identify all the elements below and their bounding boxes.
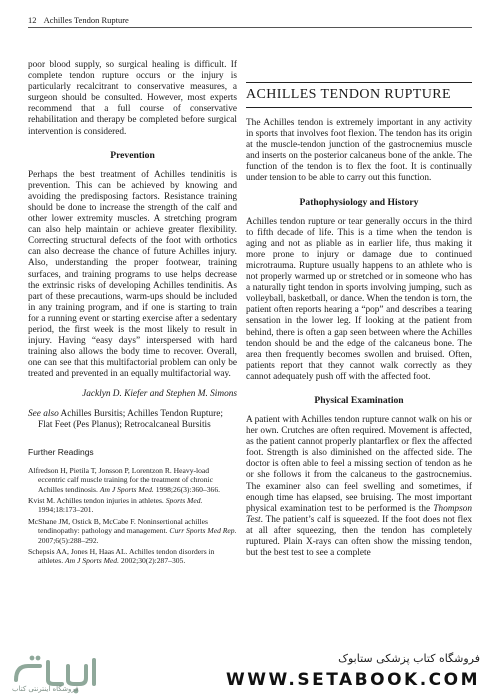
thompson-test-term: Thompson Test [246,503,472,525]
section-title: ACHILLES TENDON RUPTURE [246,82,472,108]
prevention-paragraph: Perhaps the best treatment of Achilles tendinitis is prevention. This can be achieved by knowing and avoiding the predisposing factors. Resistance training should be done to increase the strength of the calf and other lower extremity muscles. A stretching program can also help maintain or achieve greater flexibility. Correcting structural defects of the foot with orthotics can also decrease the chance of future Achilles injury. Also, understanding the proper footwear, training surfaces, and training programs to use helps decrease the extrinsic risks of developing Achilles tendinitis. As part of these precautions, warm-ups should be included in any training program, and if one is starting to train for a running event or starting exercise after a sedentary period, the first week is the most likely to result in injury. Having “easy days” interspersed with hard training also allows the body time to recover. Overall, one can see that this multifactorial problem can only be treated and prevented in an equally multifactorial way. [28,169,237,380]
right-intro-paragraph: The Achilles tendon is extremely important in any activity in sports that involves foot flexion. The tendon has its origin at the muscle-tendon junction of the gastrocnemius muscle and inserts on the posterior calcaneus bone of the ankle. The function of the tendon is to flex the foot. It is continually under tension to be able to carry out this function. [246,118,472,184]
reference-item: Kvist M. Achilles tendon injuries in athletes. Sports Med. 1994;18:173–201. [28,496,203,515]
running-head-title: Achilles Tendon Rupture [43,15,129,25]
article-authors: Jacklyn D. Kiefer and Stephen M. Simons [82,389,237,400]
physical-exam-paragraph: A patient with Achilles tendon rupture cannot walk on his or her own. Crutches are often required. Movement is affected, as the patient cannot properly plantarflex or flex the affected foot. Strength is also diminished on the affected side. The doctor is often able to feel a missing section of tendon as he or she follows it from the calcaneus to the gastrocnemius. The examiner also can feel swelling and sometimes, if enough time has elapsed, see bruising. The most important physical examination test to be performed is the Thompson Test. The patient’s calf is squeezed. If the foot does not flex at all after squeezing, then the tendon has completely ruptured. Plain X-rays can often show the missing tendon, but the best test to see a complete [246,414,472,559]
right-column [246,60,472,559]
physical-exam-heading: Physical Examination [314,394,404,406]
see-also-text: Achilles Bursitis; Achilles Tendon Rupture; Flat Feet (Pes Planus); Retrocalcaneal Bursitis [38,408,223,430]
prevention-heading: Prevention [110,149,155,161]
footer-url[interactable]: WWW.SETABOOK.COM [226,670,480,690]
logo-caption: فروشگاه اینترنتی کتاب [12,685,79,693]
footer-store-name: فروشگاه کتاب پزشکی ستابوک [338,652,480,665]
pathophysiology-paragraph: Achilles tendon rupture or tear generally occurs in the third to fifth decade of life. This is a time when the tendon is aging and not as pliable as in earlier life, thus making it more prone to injury or damage due to continued microtrauma. Rupture usually happens to an athlete who is not properly warmed up or stretched or in someone who has a naturally tight tendon in sports involving jumping, such as volleyball, basketball, or dance. When the tendon is torn, the patient often reports hearing a “pop” and describes a tearing sensation in the lower leg. If looking at the patient from behind, there is often a gap seen between where the Achilles tendon should be and the edge of the calcaneus bone. The area then frequently becomes swollen and bruised. Often, patients report that they cannot walk correctly as they cannot adequately push off with the affected foot. [246,216,472,382]
reference-item: Alfredson H, Pietila T, Jonsson P, Lorentzon R. Heavy-load eccentric calf muscle training for the treatment of chronic Achilles tendinosis. Am J Sports Med. 1998;26(3):360–366. [28,465,221,494]
reference-list [28,466,237,566]
further-readings-heading: Further Readings [28,446,94,457]
page-number: 12 [28,15,37,25]
see-also-label: See also [28,408,59,419]
left-column [28,60,237,568]
pathophysiology-heading: Pathophysiology and History [299,196,419,208]
running-head [28,14,472,28]
see-also [28,409,237,431]
reference-item: Schepsis AA, Jones H, Haas AL. Achilles tendon disorders in athletes. Am J Sports Med. 2002;30(2):287–305. [28,547,215,566]
left-intro-paragraph: poor blood supply, so surgical healing is difficult. If complete tendon rupture occurs or the injury is particularly recalcitrant to conservative measures, a surgeon should be consulted. However, most experts recommend that a full course of conservative rehabilitation and therapy be completed before surgical intervention is considered. [28,60,237,137]
reference-item: McShane JM, Ostick B, McCabe F. Noninsertional achilles tendinopathy: pathology and management. Curr Sports Med Rep. 2007;6(5):288–292. [28,516,237,545]
